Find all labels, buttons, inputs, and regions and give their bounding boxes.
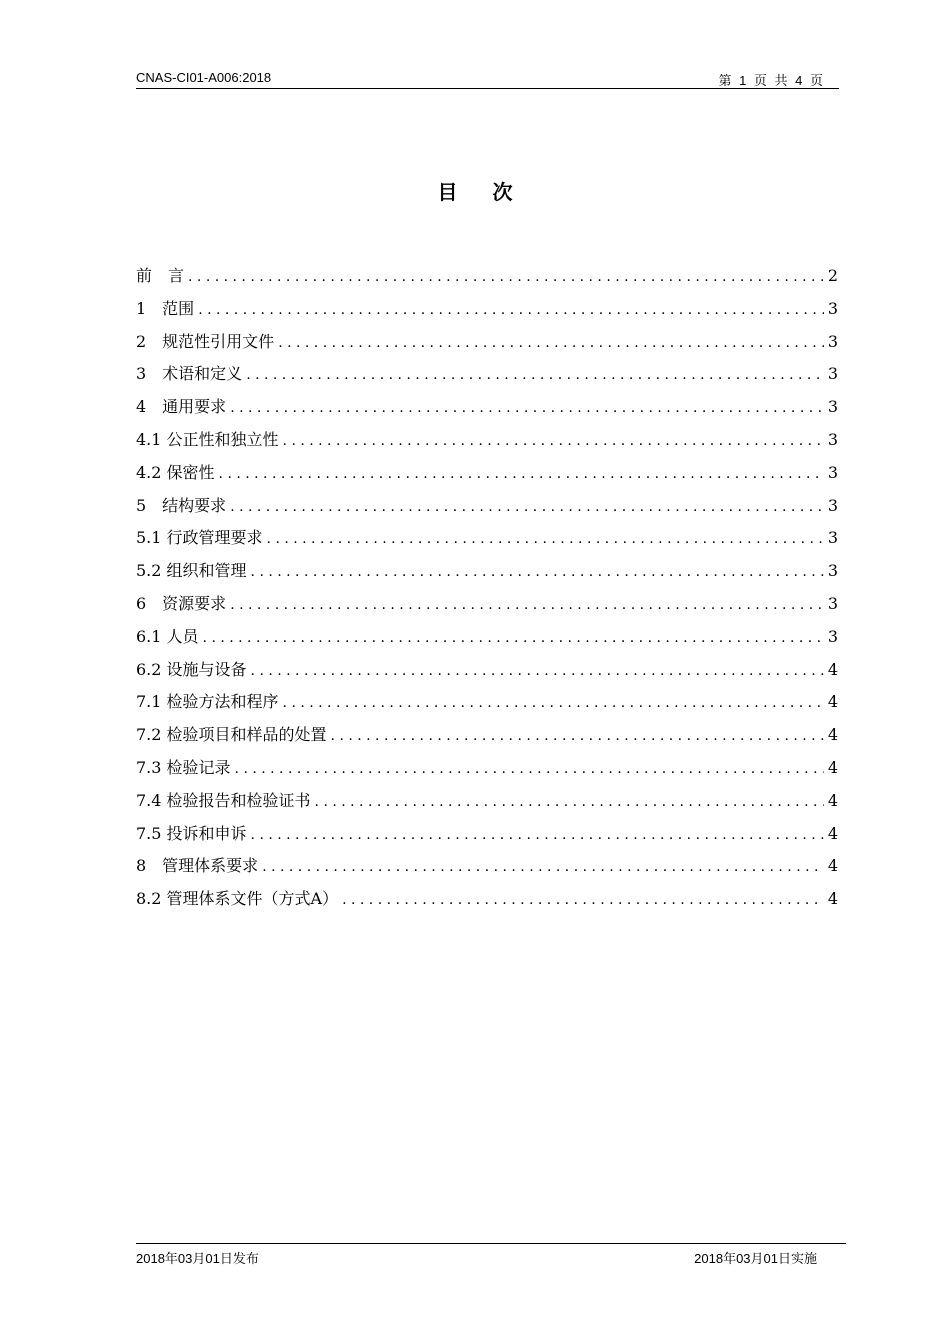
toc-dot-leader (251, 821, 824, 849)
toc-entry[interactable] (136, 459, 838, 492)
toc-dot-leader (283, 689, 824, 717)
toc-entry[interactable] (136, 754, 838, 787)
toc-entry-page: 4 (827, 889, 838, 909)
toc-entry[interactable] (136, 623, 838, 656)
toc-entry[interactable] (136, 426, 838, 459)
toc-entry[interactable] (136, 656, 838, 689)
toc-entry[interactable] (136, 393, 838, 426)
toc-entry-page: 3 (827, 462, 838, 482)
toc-entry-page: 3 (827, 429, 838, 449)
toc-entry-label: 7.1 检验方法和程序 (136, 692, 279, 712)
toc-entry-label: 4.1 公正性和独立性 (136, 429, 279, 449)
document-code: CNAS-CI01-A006:2018 (136, 70, 272, 85)
toc-entry-label: 4 通用要求 (136, 397, 227, 417)
toc-dot-leader (251, 657, 824, 685)
publish-date: 2018年03月01日发布 (136, 1251, 259, 1266)
toc-entry[interactable] (136, 295, 838, 328)
toc-entry-page: 2 (827, 266, 838, 285)
toc-entry-label: 8.2 管理体系文件（方式A） (136, 889, 339, 909)
toc-entry-label: 2 规范性引用文件 (136, 331, 275, 351)
toc-entry[interactable] (136, 492, 838, 525)
toc-entry-page: 3 (827, 495, 838, 515)
toc-entry[interactable] (136, 852, 838, 885)
toc-entry-page: 3 (827, 331, 838, 351)
toc-entry-page: 3 (827, 298, 838, 318)
toc-dot-leader (315, 788, 824, 816)
toc-dot-leader (251, 558, 824, 586)
toc-dot-leader (342, 886, 824, 914)
toc-entry[interactable] (136, 787, 838, 820)
toc-entry-page: 3 (827, 528, 838, 548)
toc-dot-leader (246, 361, 824, 389)
toc-dot-leader (331, 722, 824, 750)
toc-entry-page: 3 (827, 561, 838, 581)
toc-entry[interactable] (136, 557, 838, 590)
toc-entry[interactable] (136, 590, 838, 623)
toc-entry-label: 1 范围 (136, 298, 195, 318)
toc-dot-leader (198, 296, 824, 324)
toc-entry-page: 4 (827, 790, 838, 810)
toc-entry-label: 8 管理体系要求 (136, 856, 259, 876)
toc-entry[interactable] (136, 360, 838, 393)
page-header (136, 68, 839, 89)
toc-entry[interactable] (136, 262, 838, 295)
toc-dot-leader (203, 624, 824, 652)
toc-entry-page: 4 (827, 856, 838, 876)
toc-entry-page: 4 (827, 659, 838, 679)
toc-entry-page: 3 (827, 593, 838, 613)
toc-entry-label: 7.3 检验记录 (136, 757, 231, 777)
toc-entry[interactable] (136, 328, 838, 361)
toc-entry-label: 6.1 人员 (136, 626, 199, 646)
toc-entry[interactable] (136, 820, 838, 853)
toc-entry-page: 4 (827, 757, 838, 777)
toc-dot-leader (188, 263, 824, 291)
toc-entry[interactable] (136, 688, 838, 721)
toc-dot-leader (262, 853, 824, 881)
toc-dot-leader (230, 493, 824, 521)
toc-dot-leader (283, 427, 824, 455)
toc-entry-page: 4 (827, 692, 838, 712)
toc-entry-page: 3 (827, 626, 838, 646)
toc-entry-label: 6.2 设施与设备 (136, 659, 247, 679)
toc-entry[interactable] (136, 721, 838, 754)
toc-entry-label: 4.2 保密性 (136, 462, 215, 482)
toc-entry-label: 7.5 投诉和申诉 (136, 823, 247, 843)
toc-entry-label: 前 言 (136, 266, 185, 285)
toc-entry-page: 3 (827, 364, 838, 384)
toc-entry-page: 3 (827, 397, 838, 417)
toc-entry-label: 7.4 检验报告和检验证书 (136, 790, 311, 810)
toc-entry[interactable] (136, 524, 838, 557)
effective-date: 2018年03月01日实施 (694, 1251, 817, 1266)
toc-dot-leader (230, 591, 824, 619)
toc-entry-page: 4 (827, 823, 838, 843)
toc-entry-label: 7.2 检验项目和样品的处置 (136, 725, 327, 745)
page-number-info: 第 1 页 共 4 页 (718, 73, 825, 88)
toc-entry-label: 5.2 组织和管理 (136, 561, 247, 581)
toc-dot-leader (219, 460, 824, 488)
toc-entry-label: 5 结构要求 (136, 495, 227, 515)
toc-title: 目 次 (437, 180, 527, 204)
footer-divider (136, 1243, 846, 1244)
toc-entry-label: 3 术语和定义 (136, 364, 243, 384)
toc-entry-label: 6 资源要求 (136, 593, 227, 613)
toc-dot-leader (278, 329, 824, 357)
toc-dot-leader (235, 755, 824, 783)
toc-dot-leader (267, 525, 824, 553)
toc-entry[interactable] (136, 885, 838, 918)
table-of-contents (136, 262, 838, 918)
toc-entry-label: 5.1 行政管理要求 (136, 528, 263, 548)
toc-dot-leader (230, 394, 824, 422)
toc-entry-page: 4 (827, 725, 838, 745)
